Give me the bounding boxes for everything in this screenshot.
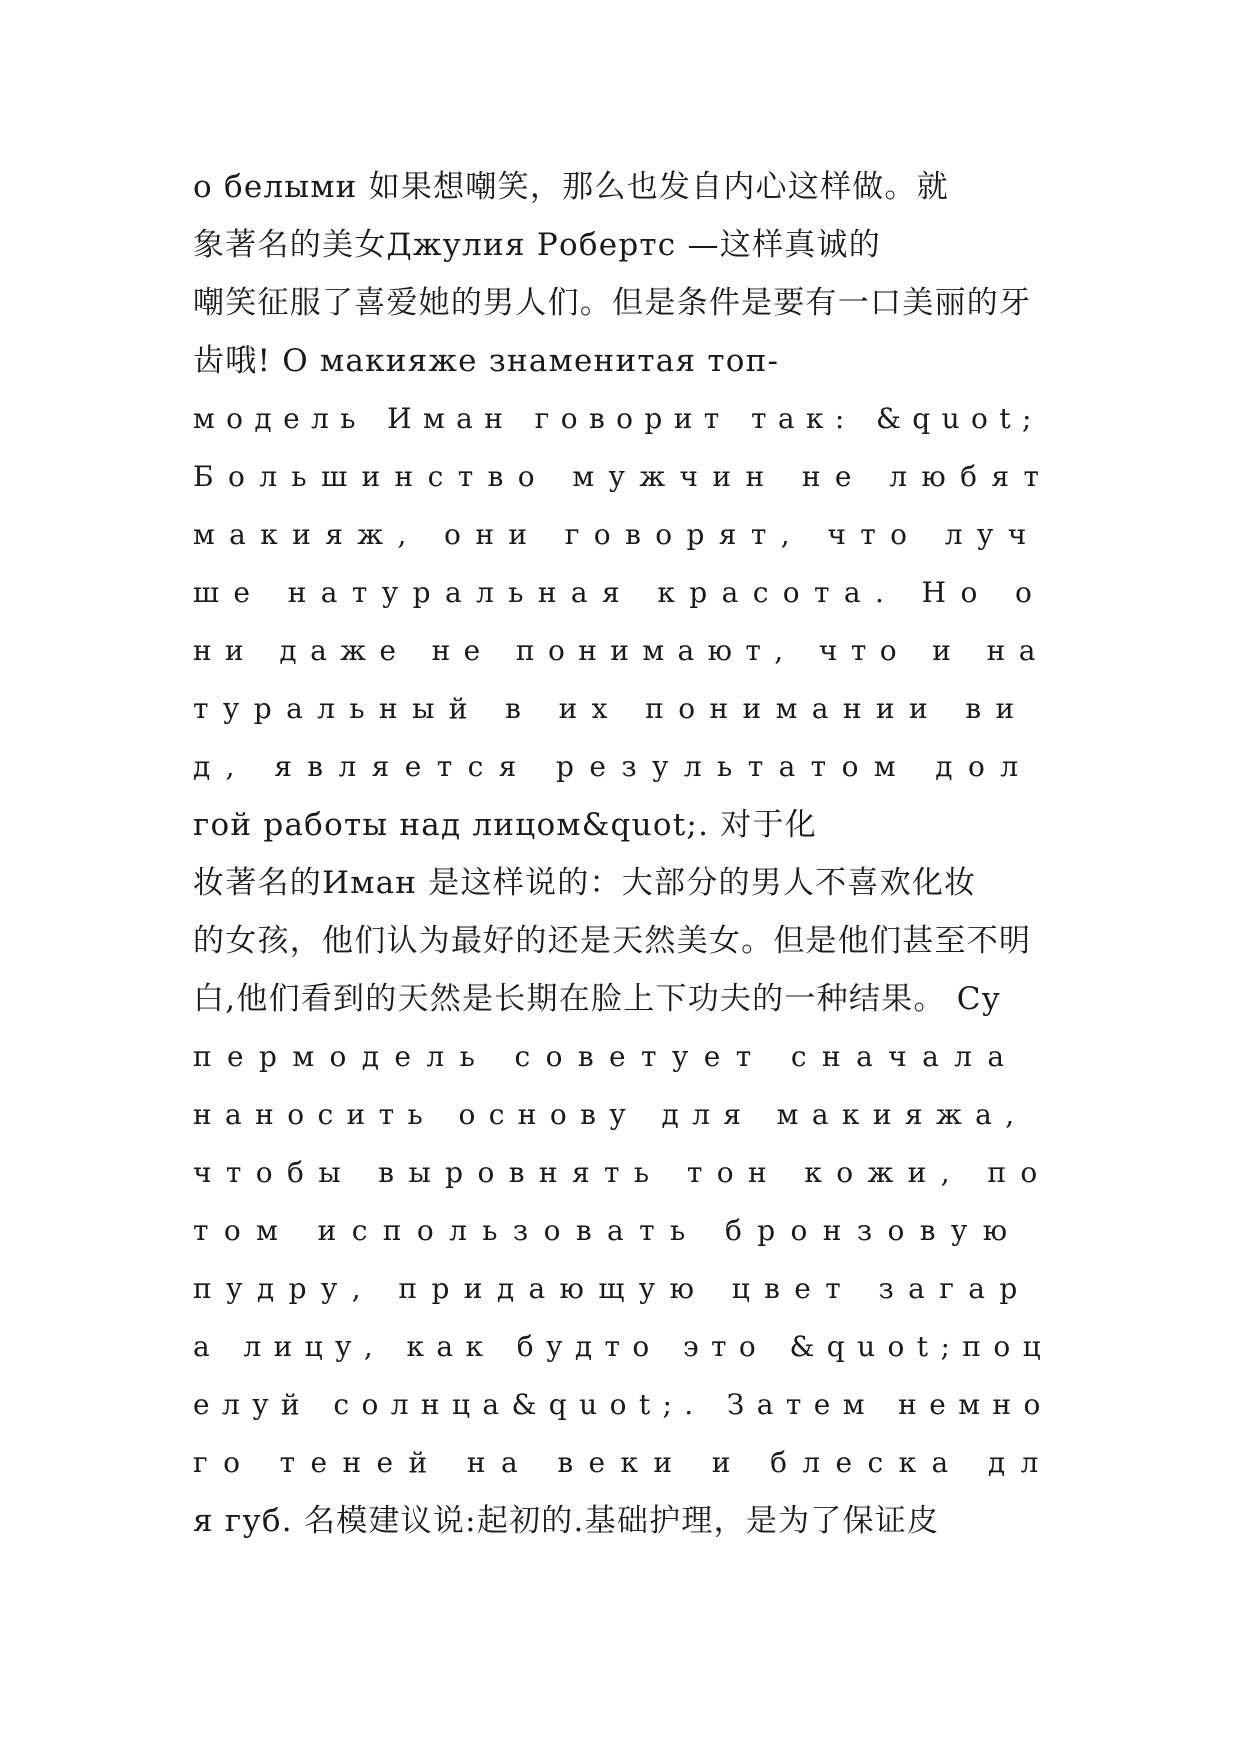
text-line-6: Большинство мужчин не любят	[193, 460, 1054, 493]
text-line-19: том использовать бронзовую	[193, 1214, 1023, 1247]
text-line-15: 白,他们看到的天然是长期在脸上下功夫的一种结果。 Су	[193, 981, 1002, 1017]
body-text	[193, 158, 1053, 1550]
text-line-8: ше натуральная красота. Но о	[193, 576, 1047, 609]
text-line-13: 妆著名的Иман 是这样说的：大部分的男人不喜欢化妆	[193, 865, 977, 901]
text-line-1: о белыми 如果想嘲笑，那么也发自内心这样做。就	[193, 169, 949, 205]
text-line-10: туральный в их понимании ви	[193, 692, 1029, 725]
text-line-3: 嘲笑征服了喜爱她的男人们。但是条件是要有一口美丽的牙	[193, 285, 1032, 321]
text-line-5: модель Иман говорит так: &quot;	[193, 402, 1043, 435]
text-line-9: ни даже не понимают, что и на	[193, 634, 1049, 667]
text-line-7: макияж, они говорят, что луч	[193, 518, 1041, 551]
text-line-17: наносить основу для макияжа,	[193, 1098, 1028, 1131]
text-line-23: го теней на веки и блеска дл	[193, 1446, 1054, 1479]
text-line-16: пермодель советует сначала	[193, 1040, 1020, 1073]
text-line-18: чтобы выровнять тон кожи, по	[193, 1156, 1052, 1189]
text-line-2: 象著名的美女Джулия Робертс —这样真诚的	[193, 227, 881, 263]
text-line-14: 的女孩，他们认为最好的还是天然美女。但是他们甚至不明	[193, 923, 1032, 959]
text-line-12: гой работы над лицом&quot;. 对于化	[193, 807, 818, 843]
text-line-4: 齿哦! О макияже знаменитая топ-	[193, 343, 780, 379]
text-line-22: елуй солнца&quot;. Затем немно	[193, 1388, 1053, 1421]
text-line-11: д, является результатом дол	[193, 750, 1034, 783]
text-line-20: пудру, придающую цвет загар	[193, 1272, 1032, 1305]
text-line-24: я губ. 名模建议说:起初的.基础护理，是为了保证皮	[193, 1503, 940, 1539]
text-line-21: а лицу, как будто это &quot;поц	[193, 1330, 1054, 1363]
